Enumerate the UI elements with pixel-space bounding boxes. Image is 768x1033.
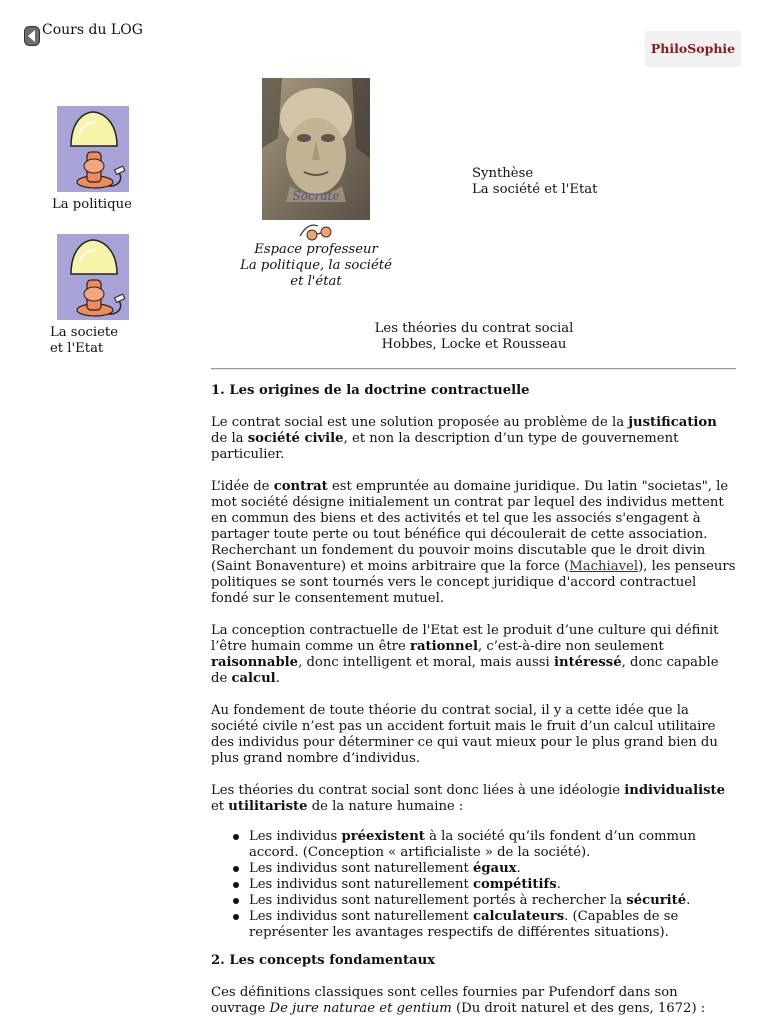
back-arrow-icon [24,26,40,46]
sidebar-item-label: La politique [52,197,132,212]
glasses-icon [298,220,338,242]
statue-inscription: Socrate [292,189,340,203]
sidebar-item-label-line2: et l'Etat [50,341,104,356]
page-title [330,321,618,353]
machiavel-link[interactable]: Machiavel [569,559,639,574]
professor-space-link[interactable] [236,242,396,290]
professor-caption-line3: et l'état [290,274,342,289]
paragraph: Les théories du contrat social sont donc liées à une idéologie individualiste et utilitariste de la nature humaine : [211,783,726,814]
brand-label: PhiloSophie [650,41,736,56]
socrate-image [262,78,370,220]
lamp-icon [57,234,129,320]
back-link-label: Cours du LOG [42,22,143,38]
list-item: Les individus sont naturellement compétitifs. [249,877,736,893]
section-heading: 2. Les concepts fondamentaux [211,953,436,968]
page-title-line2: Hobbes, Locke et Rousseau [381,337,567,352]
list-item: Les individus préexistent à la société qu’ils fondent d’un commun accord. (Conception « artificialiste » de la société). [249,829,736,861]
page-title-line1: Les théories du contrat social [374,321,574,336]
lamp-icon [57,106,129,192]
sidebar-item-societe[interactable] [50,325,118,357]
professor-caption-line2: La politique, la société [240,258,392,273]
bullet-list [211,829,736,941]
section-heading: 1. Les origines de la doctrine contractuelle [211,383,530,398]
brand-badge[interactable] [645,31,741,67]
synthese-subtitle: La société et l'Etat [472,182,598,197]
sidebar-item-label-line1: La societe [50,325,119,340]
synthese-label: Synthèse [472,166,534,181]
list-item: Les individus sont naturellement calculateurs. (Capables de se représenter les avantages respectifs de différentes situations). [249,909,736,941]
paragraph: La conception contractuelle de l'Etat est le produit d’une culture qui définit l’être humain comme un être rationnel, c’est-à-dire non seulement raisonnable, donc intelligent et moral, mais aussi intéressé, donc capable de calcul. [211,623,719,686]
paragraph: Le contrat social est une solution proposée au problème de la justification de la société civile, et non la description d’un type de gouvernement particulier. [211,415,717,462]
list-item: Les individus sont naturellement portés à rechercher la sécurité. [249,893,736,909]
list-item: Les individus sont naturellement égaux. [249,861,736,877]
divider [211,368,736,370]
paragraph: L’idée de contrat est empruntée au domaine juridique. Du latin "societas", le mot société désigne initialement un contrat par lequel des individus mettent en commun des biens et des activités et tel que les associés s'engagent à partager toute perte ou tout bénéfice qui découlerait de cette association. Recherchant un fondement du pouvoir moins discutable que le droit divin (Saint Bonaventure) et moins arbitraire que la force (Machiavel), les penseurs politiques se sont tournés vers le concept juridique d'accord contractuel fondé sur le consentement mutuel. [211,479,736,606]
sidebar-item-politique[interactable] [52,197,132,213]
paragraph: Au fondement de toute théorie du contrat social, il y a cette idée que la société civile n’est pas un accident fortuit mais le fruit d’un calcul utilitaire des individus pour déterminer ce qui vaut mieux pour le plus grand bien du plus grand nombre d’individus. [211,703,718,766]
paragraph: Ces définitions classiques sont celles fournies par Pufendorf dans son ouvrage De jure naturae et gentium (Du droit naturel et des gens, 1672) : [211,985,706,1016]
sidebar-item-politique-icon-link[interactable] [57,106,129,192]
article-content [211,383,736,1033]
sidebar-item-societe-icon-link[interactable] [57,234,129,320]
back-link[interactable] [24,22,143,46]
professor-caption-line1: Espace professeur [254,242,378,257]
synthese-block [472,166,597,198]
